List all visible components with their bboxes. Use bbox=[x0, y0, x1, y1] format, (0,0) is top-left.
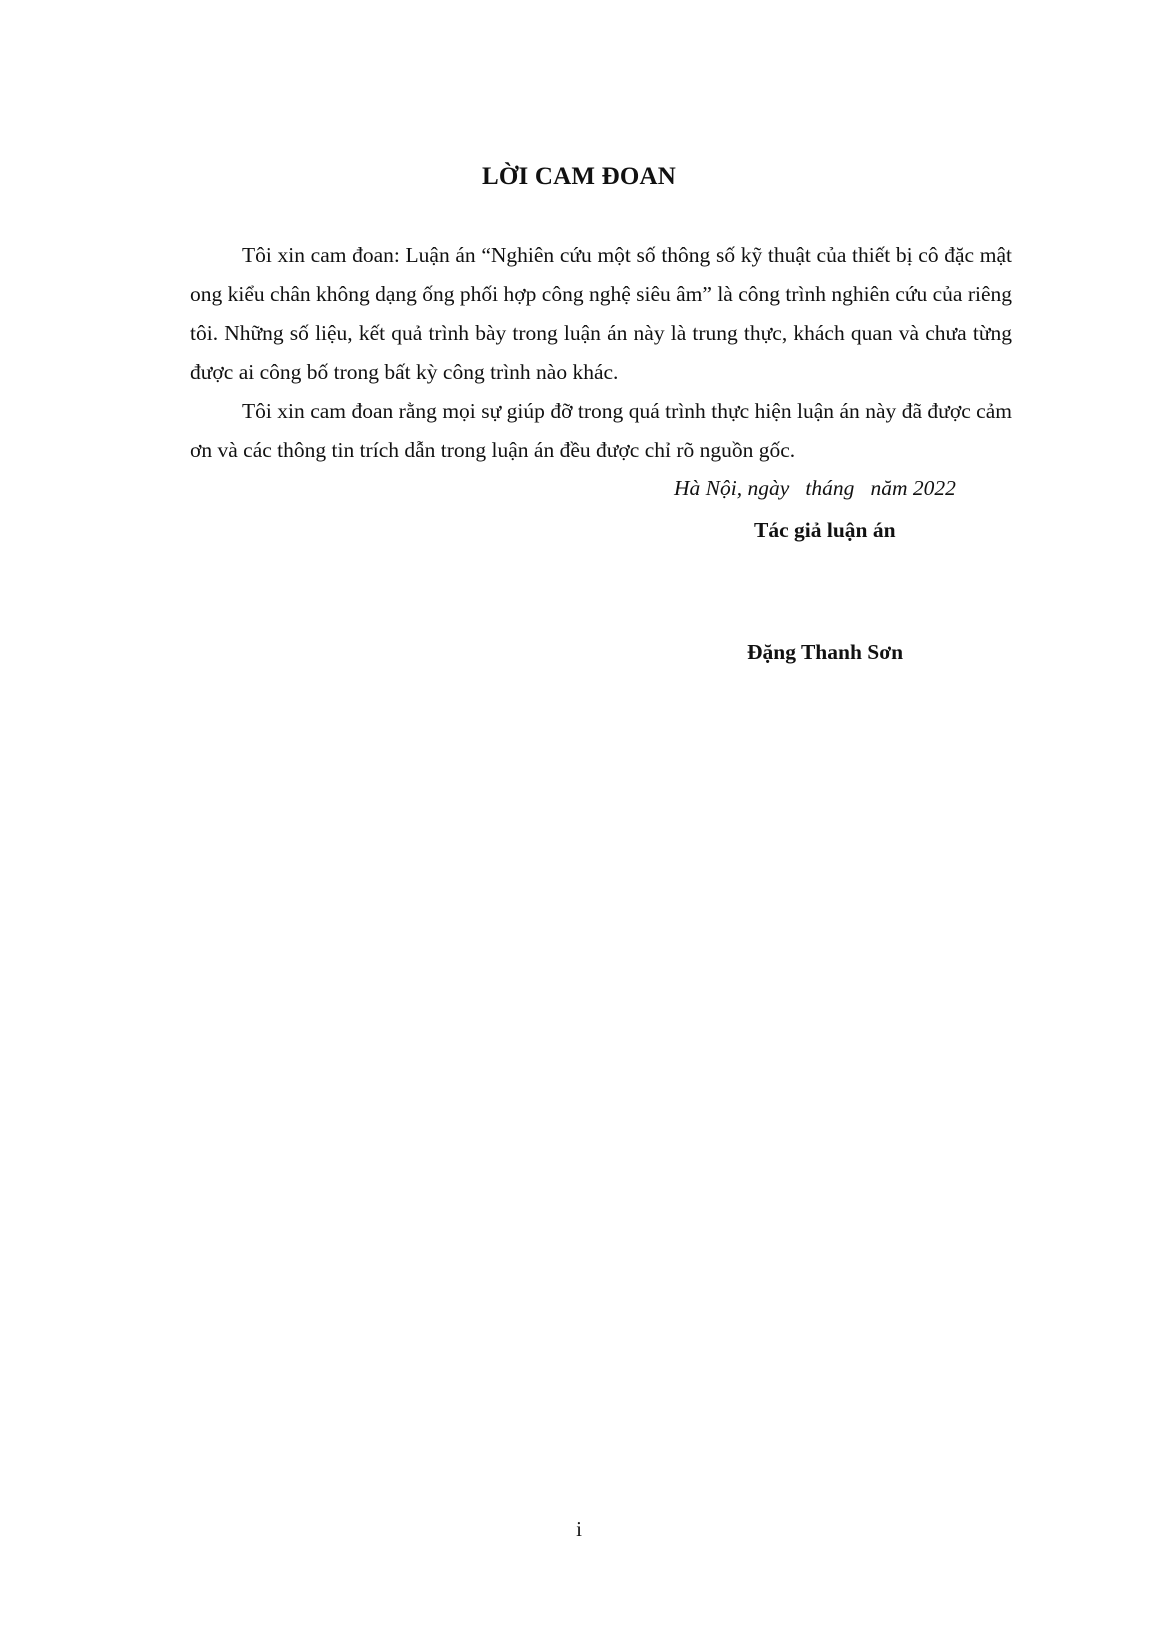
page-title: LỜI CAM ĐOAN bbox=[481, 163, 677, 190]
declaration-paragraph-1: Tôi xin cam đoan: Luận án “Nghiên cứu một số thông số kỹ thuật của thiết bị cô đặc mật ong kiểu chân không dạng ống phối hợp công nghệ siêu âm” là công trình nghiên cứu của riêng tôi. Những số liệu, kết quả trình bày trong luận án này là trung thực, khách quan và chưa từng được ai công bố trong bất kỳ công trình nào khác. bbox=[190, 243, 1012, 384]
author-label: Tác giả luận án bbox=[754, 518, 896, 542]
page-number: i bbox=[576, 1517, 582, 1541]
author-name: Đặng Thanh Sơn bbox=[747, 640, 904, 664]
declaration-body bbox=[190, 236, 1012, 470]
date-line: Hà Nội, ngày tháng năm 2022 bbox=[674, 476, 956, 500]
declaration-paragraph-2: Tôi xin cam đoan rằng mọi sự giúp đỡ trong quá trình thực hiện luận án này đã được cảm ơn và các thông tin trích dẫn trong luận án đều được chỉ rõ nguồn gốc. bbox=[190, 399, 1012, 462]
